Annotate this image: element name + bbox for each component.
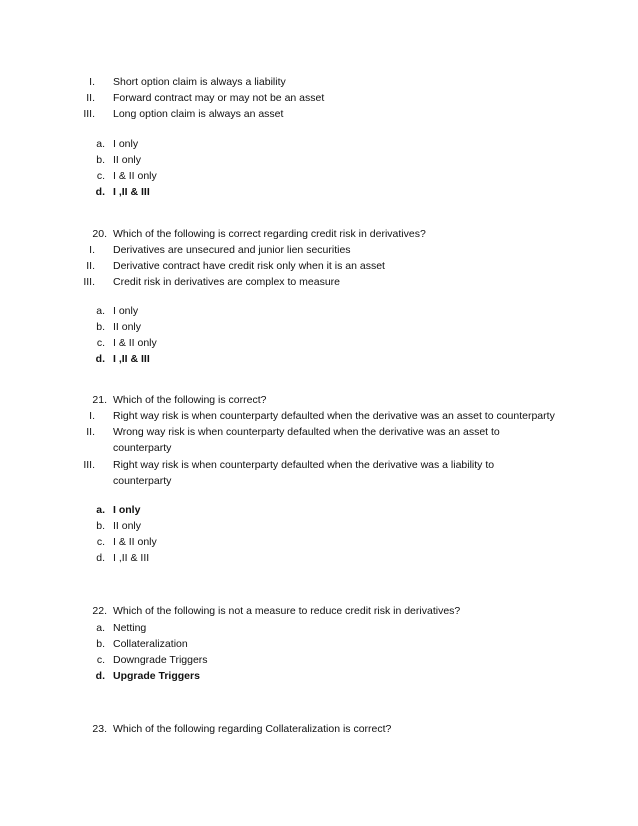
list-marker: I. (89, 410, 95, 422)
line-text: I & II only (113, 536, 157, 548)
list-marker: III. (83, 108, 95, 120)
line-text: Which of the following is correct regarding credit risk in derivatives? (113, 228, 426, 240)
list-marker: b. (96, 321, 105, 333)
list-marker: III. (83, 276, 95, 288)
list-marker: d. (95, 353, 105, 365)
line-text: counterparty (113, 442, 172, 454)
list-marker: c. (96, 170, 105, 182)
line-text: II only (113, 154, 142, 166)
line-text: Netting (113, 622, 147, 634)
list-marker: II. (86, 92, 95, 104)
list-marker: b. (96, 154, 105, 166)
line-text: Right way risk is when counterparty defaulted when the derivative was a liability to (113, 459, 495, 471)
line-text: Which of the following is correct? (113, 394, 267, 406)
line-text: Long option claim is always an asset (113, 108, 284, 120)
list-marker: 22. (92, 605, 107, 617)
line-text: Which of the following regarding Collateralization is correct? (113, 723, 392, 735)
list-marker: 21. (92, 394, 107, 406)
line-text: I only (113, 504, 141, 516)
line-text: I ,II & III (113, 186, 150, 198)
list-marker: d. (95, 670, 105, 682)
line-text: Derivatives are unsecured and junior lien securities (113, 244, 351, 256)
list-marker: a. (96, 305, 105, 317)
line-text: Which of the following is not a measure to reduce credit risk in derivatives? (113, 605, 461, 617)
line-text: Right way risk is when counterparty defaulted when the derivative was an asset to counterparty (113, 410, 555, 422)
line-text: I only (113, 138, 139, 150)
list-marker: 20. (92, 228, 107, 240)
line-text: Credit risk in derivatives are complex to measure (113, 276, 341, 288)
list-marker: a. (96, 504, 105, 516)
line-text: Downgrade Triggers (113, 654, 208, 666)
line-text: Forward contract may or may not be an asset (113, 92, 325, 104)
list-marker: III. (83, 459, 95, 471)
line-text: Derivative contract have credit risk only when it is an asset (113, 260, 385, 272)
line-text: I only (113, 305, 139, 317)
list-marker: II. (86, 260, 95, 272)
list-marker: c. (96, 337, 105, 349)
line-text: Collateralization (113, 638, 188, 650)
line-text: Wrong way risk is when counterparty defaulted when the derivative was an asset to (113, 426, 500, 438)
line-text: I & II only (113, 337, 157, 349)
list-marker: a. (96, 622, 105, 634)
list-marker: I. (89, 76, 95, 88)
list-marker: d. (95, 186, 105, 198)
line-text: counterparty (113, 475, 172, 487)
line-text: II only (113, 321, 142, 333)
line-text: I ,II & III (113, 552, 150, 564)
line-text: Short option claim is always a liability (113, 76, 286, 88)
list-marker: b. (96, 638, 105, 650)
list-marker: I. (89, 244, 95, 256)
list-marker: a. (96, 138, 105, 150)
list-marker: II. (86, 426, 95, 438)
list-marker: 23. (92, 723, 107, 735)
line-text: I ,II & III (113, 353, 150, 365)
line-text: Upgrade Triggers (113, 670, 200, 682)
list-marker: b. (96, 520, 105, 532)
line-text: I & II only (113, 170, 157, 182)
list-marker: d. (96, 552, 105, 564)
list-marker: c. (96, 536, 105, 548)
list-marker: c. (96, 654, 105, 666)
line-text: II only (113, 520, 142, 532)
